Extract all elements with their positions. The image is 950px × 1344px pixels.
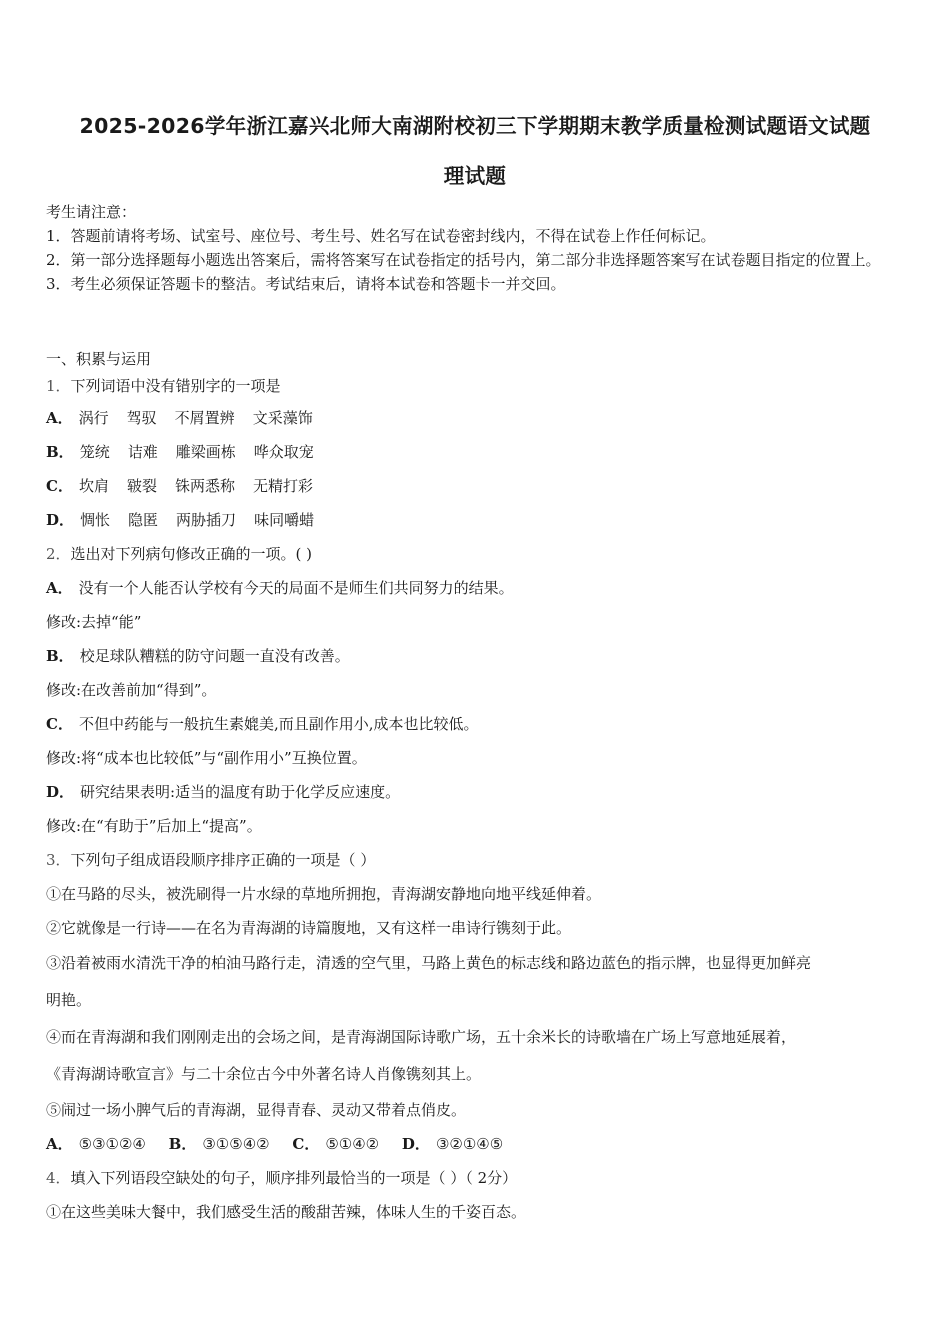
question-number: 1． [46,377,71,395]
q3-sentence-5: ⑤闹过一场小脾气后的青海湖，显得青春、灵动又带着点俏皮。 [46,1101,467,1119]
option-word: 笼统 [79,443,110,461]
option-word: 铢两悉称 [174,477,235,495]
option-label: D． [46,783,75,801]
q2-item-c [46,707,910,741]
notice-item-1: 1．答题前请将考场、试室号、座位号、考生号、姓名写在试卷密封线内，不得在试卷上作任何标记。 [46,227,716,245]
q2-fix-b: 修改:在改善前加“得到”。 [46,681,217,699]
option-word: 隐匿 [128,511,159,529]
q1-option-b [46,435,910,469]
q2-fix-d: 修改:在“有助于”后加上“提高”。 [46,817,262,835]
option-word: 哗众取宠 [253,443,314,461]
option-label: B． [46,443,74,461]
notice-item-3: 3．考生必须保证答题卡的整洁。考试结束后，请将本试卷和答题卡一并交回。 [46,275,566,293]
question-stem: 填入下列语段空缺处的句子，顺序排列最恰当的一项是（ ）（ 2分） [70,1169,518,1187]
exam-title-line1: 2025-2026学年浙江嘉兴北师大南湖附校初三下学期期末教学质量检测试题语文试题 [79,114,871,138]
option-text: ③②①④⑤ [435,1135,504,1153]
question-number: 2． [46,545,71,563]
option-word: 坎肩 [78,477,109,495]
option-word: 无精打彩 [253,477,314,495]
option-word: 涡行 [78,409,109,427]
q3-sentence-1: ①在马路的尽头，被洗刷得一片水绿的草地所拥抱，青海湖安静地向地平线延伸着。 [46,885,602,903]
q3-options [46,1127,910,1161]
option-word: 驾驭 [126,409,157,427]
question-2 [46,537,910,571]
option-word: 味同嚼蜡 [254,511,315,529]
question-number: 4． [46,1169,71,1187]
exam-body [46,347,910,1229]
option-word: 文采藻饰 [252,409,313,427]
q3-sentence-4a: ④而在青海湖和我们刚刚走出的会场之间，是青海湖国际诗歌广场，五十余米长的诗歌墙在广场上写意地延展着， [46,1028,797,1046]
option-label: A． [46,579,73,597]
question-3 [46,843,910,877]
option-text: 没有一个人能否认学校有今天的局面不是师生们共同努力的结果。 [78,579,514,597]
exam-title-line2: 理试题 [443,164,507,188]
q1-option-a [46,401,910,435]
q2-item-d [46,775,910,809]
q1-option-c [46,469,910,503]
option-text: ③①⑤④② [202,1135,270,1153]
option-word: 两胁插刀 [176,511,237,529]
q3-sentence-3b: 明艳。 [46,991,92,1009]
option-word: 雕梁画栋 [175,443,236,461]
option-label: A． [46,1135,73,1153]
notice-item-2: 2．第一部分选择题每小题选出答案后，需将答案写在试卷指定的括号内，第二部分非选择题答案写在试卷题目指定的位置上。 [46,251,881,269]
q2-fix-a: 修改:去掉“能” [46,613,142,631]
option-word: 皲裂 [126,477,157,495]
question-4 [46,1161,910,1195]
option-word: 诘难 [127,443,158,461]
option-label: C． [46,477,73,495]
option-label: C． [292,1135,320,1153]
option-text: ⑤③①②④ [78,1135,146,1153]
option-text: 不但中药能与一般抗生素媲美,而且副作用小,成本也比较低。 [78,715,479,733]
option-label: C． [46,715,73,733]
option-word: 不屑置辨 [174,409,235,427]
option-text: 校足球队糟糕的防守问题一直没有改善。 [79,647,350,665]
question-stem: 选出对下列病句修改正确的一项。( ) [70,545,313,563]
option-label: B． [46,647,74,665]
option-text: 研究结果表明:适当的温度有助于化学反应速度。 [80,783,401,801]
option-label: B． [168,1135,197,1153]
q4-sentence-1: ①在这些美味大餐中，我们感受生活的酸甜苦辣，体味人生的千姿百态。 [46,1203,527,1221]
option-text: ⑤①④② [325,1135,380,1153]
option-label: D． [401,1135,430,1153]
q3-sentence-3a: ③沿着被雨水清洗干净的柏油马路行走，清透的空气里，马路上黄色的标志线和路边蓝色的指示牌，也显得更加鲜亮 [46,954,812,972]
question-1 [46,371,910,401]
question-stem: 下列句子组成语段顺序排序正确的一项是（ ） [70,851,376,869]
option-label: A． [46,409,73,427]
notice-heading: 考生请注意： [46,203,137,221]
option-word: 惆怅 [80,511,111,529]
question-stem: 下列词语中没有错别字的一项是 [70,377,281,395]
option-label: D． [46,511,75,529]
q2-fix-c: 修改:将“成本也比较低”与“副作用小”互换位置。 [46,749,367,767]
question-number: 3． [46,851,71,869]
notice-block [46,200,904,296]
q3-sentence-4b: 《青海湖诗歌宣言》与二十余位古今中外著名诗人肖像镌刻其上。 [46,1065,482,1083]
q2-item-b [46,639,910,673]
q1-option-d [46,503,910,537]
q2-item-a [46,571,910,605]
q3-sentence-2: ②它就像是一行诗——在名为青海湖的诗篇腹地，又有这样一串诗行镌刻于此。 [46,919,572,937]
section-heading: 一、积累与运用 [46,350,152,368]
